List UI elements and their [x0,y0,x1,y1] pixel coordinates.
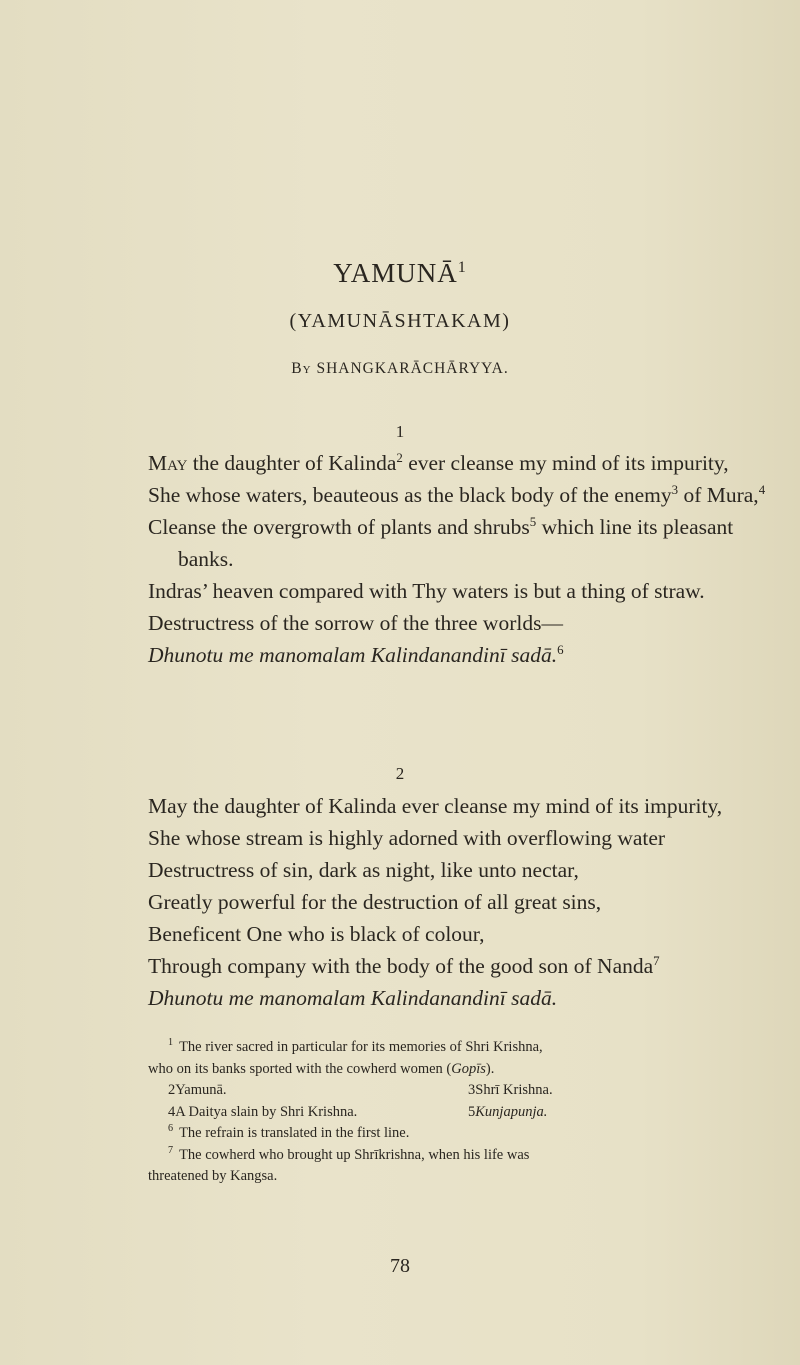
footnote-7: $^7$ The cowherd who brought up Shrīkrishna, when his life was [168,1144,530,1163]
stanza-number-1: 1 [395,422,405,441]
stanza-2 [148,790,768,1014]
verse-line: May the daughter of Kalinda ever cleanse my mind of its impurity, [148,794,723,818]
footnotes-2-3: 2Yamunā. 3Shrī Krishna. [168,1082,553,1098]
verse-line: May the daughter of Kalinda$^2$ ever cleanse my mind of its impurity, [148,450,729,475]
byline-prefix: By [291,360,312,377]
footnote-marker: 1 [457,258,467,276]
footnote-7-continued: threatened by Kangsa. [148,1168,278,1184]
footnotes-4-5: 4A Daitya slain by Shri Krishna. 5Kunjapunja. [168,1103,548,1120]
stanza-1 [148,447,768,671]
footnote-6: $^6$ The refrain is translated in the first line. [168,1123,410,1141]
verse-line: She whose waters, beauteous as the black body of the enemy$^3$ of Mura,$^4$ [148,482,766,507]
poem-subtitle: (YAMUNĀSHTAKAM) [289,310,511,332]
footnote-1-continued: who on its banks sported with the cowherd women (Gopīs). [148,1060,495,1077]
footnotes [148,1037,763,1188]
author-byline [0,360,800,378]
poem-title: YAMUNĀ$^1$ [333,258,467,288]
verse-line: Through company with the body of the good son of Nanda$^7$ [148,953,660,978]
refrain-line: Dhunotu me manomalam Kalindanandinī sadā.$^6$ [148,642,564,667]
verse-line: Indras’ heaven compared with Thy waters is but a thing of straw. [148,579,705,603]
verse-line: She whose stream is highly adorned with overflowing water [148,826,666,850]
verse-line: Destructress of the sorrow of the three worlds— [148,611,563,635]
footnote-1: $^1$ The river sacred in particular for its memories of Shri Krishna, [168,1037,543,1055]
refrain-line: Dhunotu me manomalam Kalindanandinī sadā. [148,986,558,1010]
verse-line: Destructress of sin, dark as night, like unto nectar, [148,858,579,882]
author-name: SHANGKARĀCHĀRYYA. [316,360,509,377]
verse-line: Greatly powerful for the destruction of all great sins, [148,890,602,914]
verse-line: Cleanse the overgrowth of plants and shrubs$^5$ which line its pleasant banks. [148,514,734,571]
page-number: 78 [390,1255,410,1277]
stanza-number-2: 2 [395,764,405,783]
verse-line: Beneficent One who is black of colour, [148,922,485,946]
